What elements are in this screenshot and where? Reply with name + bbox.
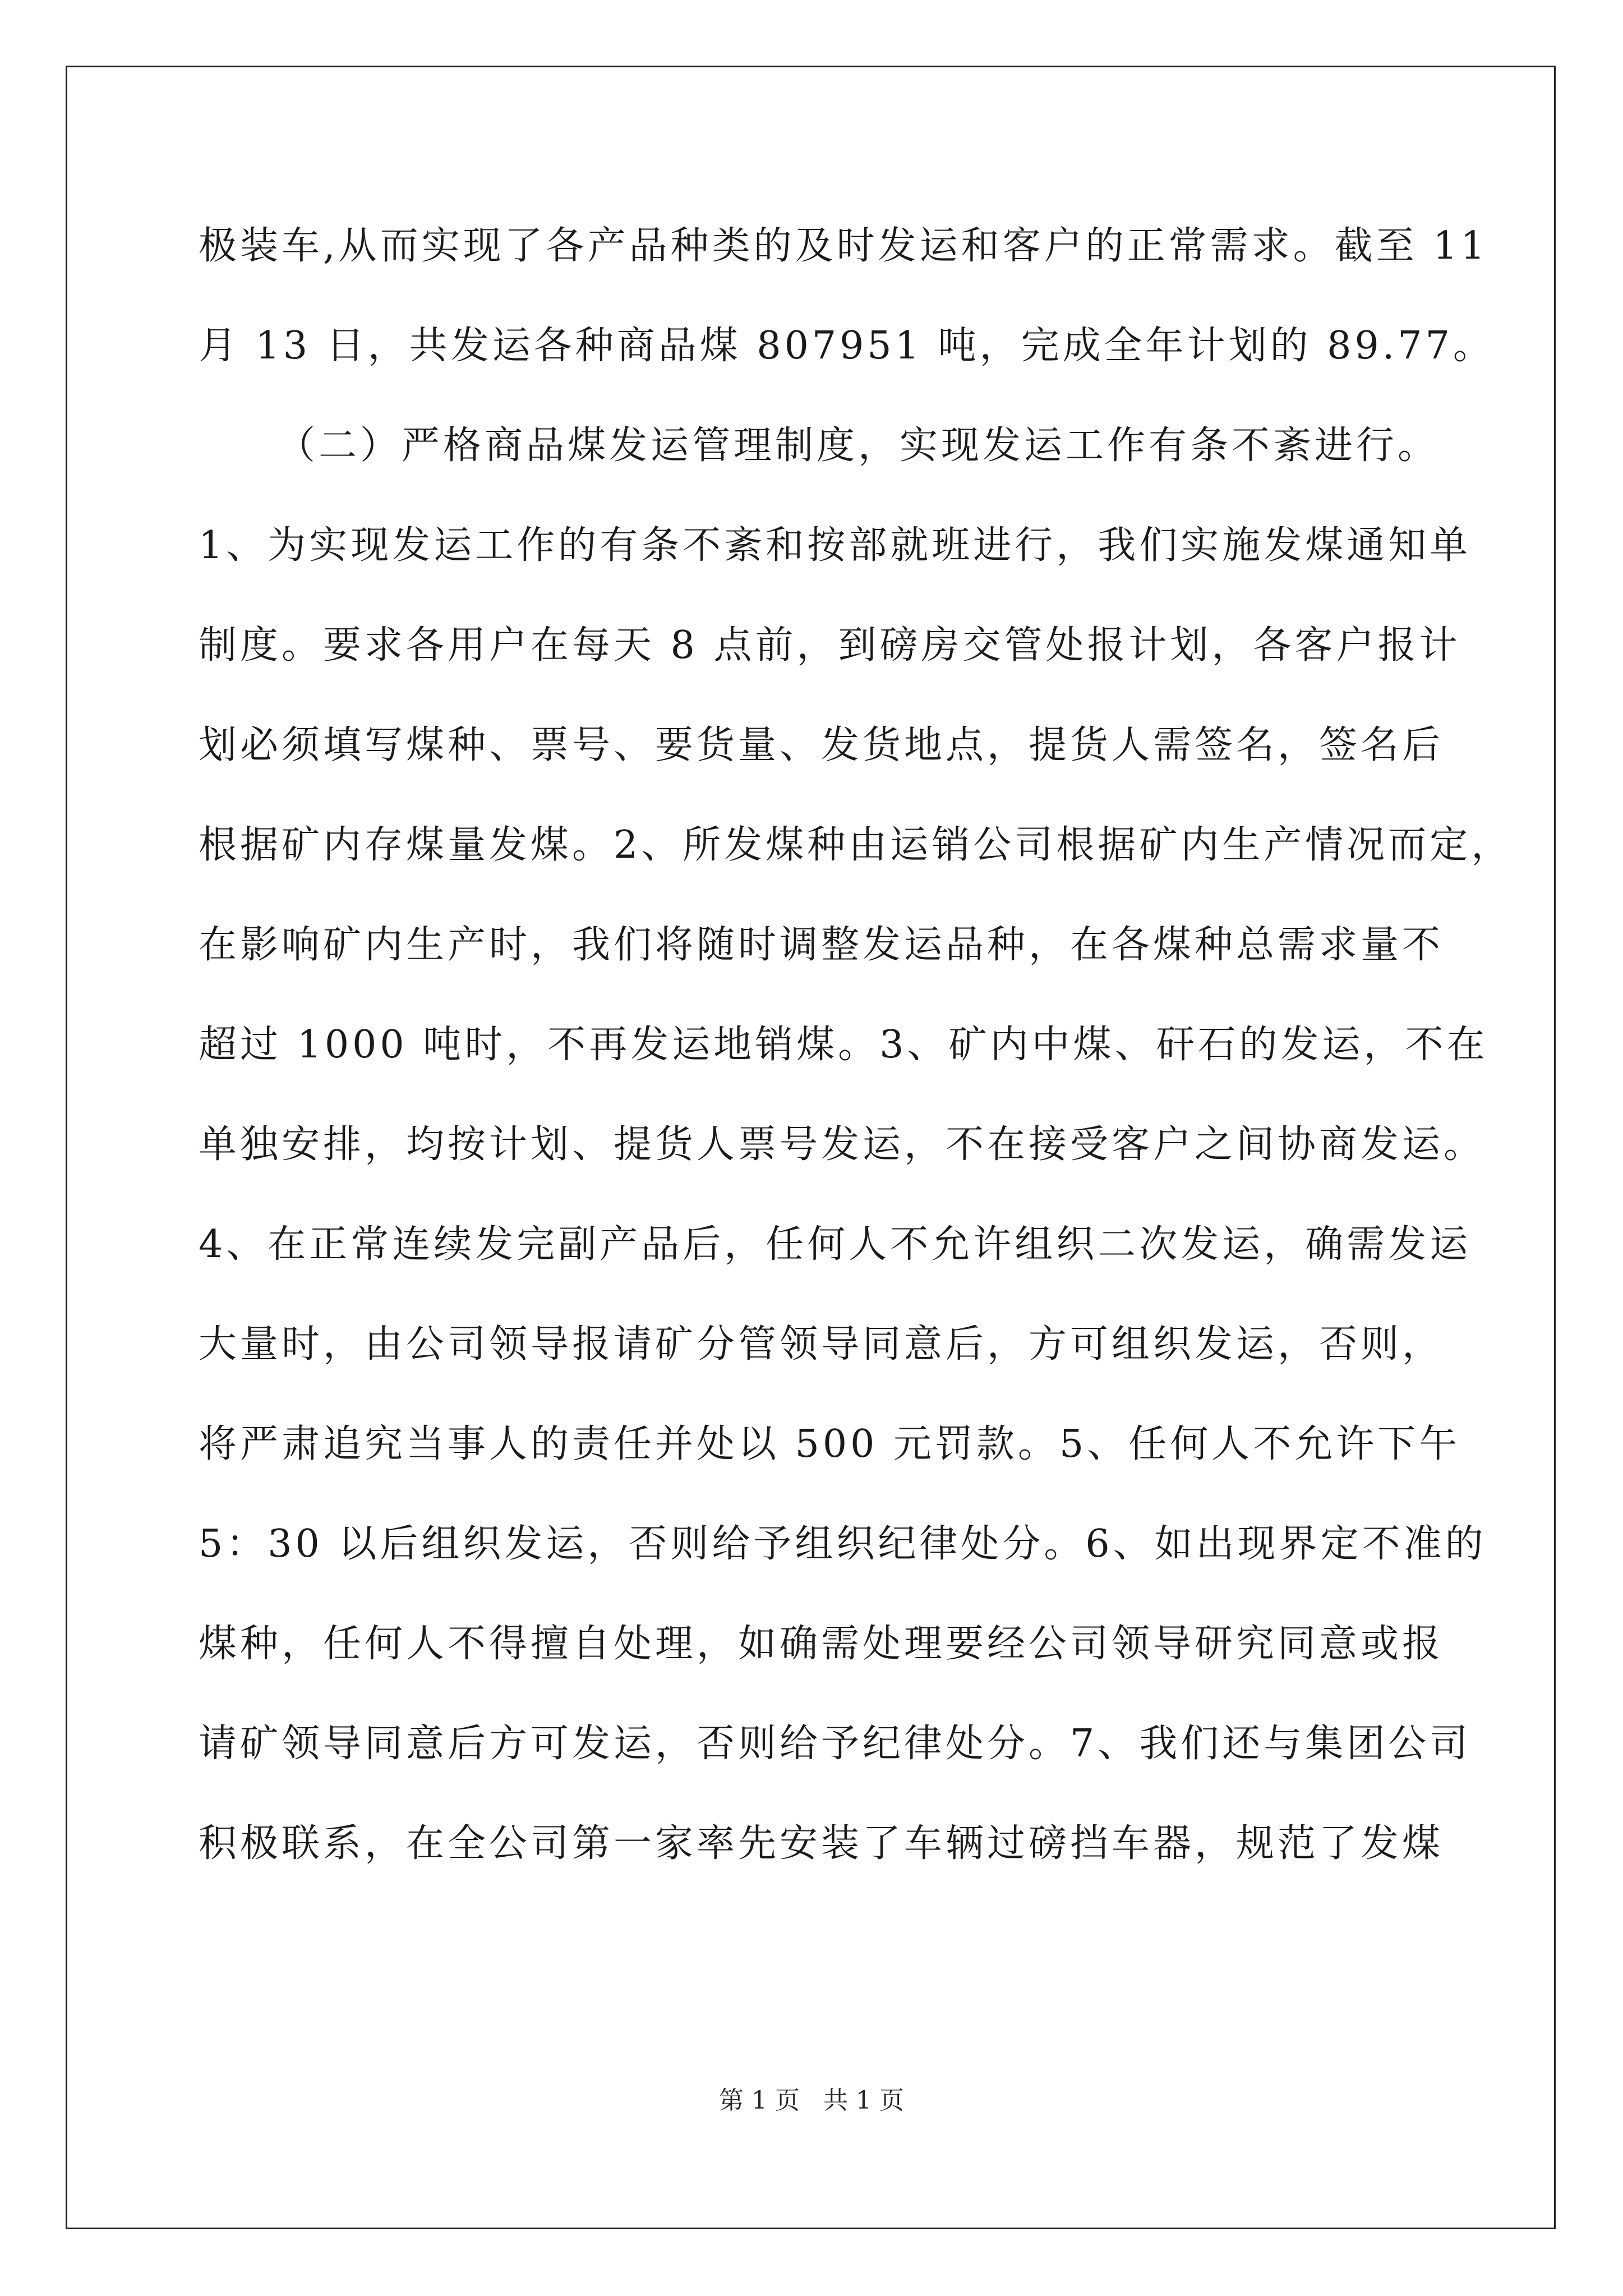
text-line: 月 13 日，共发运各种商品煤 807951 吨，完成全年计划的 89.77。 [199, 324, 1495, 368]
text-line: 极装车,从而实现了各产品种类的及时发运和客户的正常需求。截至 11 [199, 224, 1488, 268]
text-line: 请矿领导同意后方可发运，否则给予纪律处分。7、我们还与集团公司 [199, 1722, 1472, 1766]
text-line: 超过 1000 吨时，不再发运地销煤。3、矿内中煤、矸石的发运，不在 [199, 1023, 1488, 1067]
text-line: 5：30 以后组织发运，否则给予组织纪律处分。6、如出现界定不准的 [199, 1522, 1487, 1566]
document-body [199, 213, 1513, 1910]
text-line: 在影响矿内生产时，我们将随时调整发运品种，在各煤种总需求量不 [199, 923, 1444, 967]
text-line: 煤种，任何人不得擅自处理，如确需处理要经公司领导研究同意或报 [199, 1622, 1444, 1666]
text-line: 根据矿内存煤量发煤。2、所发煤种由运销公司根据矿内生产情况而定， [199, 823, 1513, 867]
text-line: 大量时，由公司领导报请矿分管领导同意后，方可组织发运，否则， [199, 1322, 1444, 1366]
text-line: 1、为实现发运工作的有条不紊和按部就班进行，我们实施发煤通知单 [199, 523, 1472, 568]
text-line: 制度。要求各用户在每天 8 点前，到磅房交管处报计划，各客户报计 [199, 623, 1461, 668]
section-heading: （二）严格商品煤发运管理制度，实现发运工作有条不紊进行。 [277, 424, 1440, 468]
page-footer: 第 1 页 共 1 页 [719, 2086, 904, 2115]
text-line: 4、在正常连续发完副产品后，任何人不允许组织二次发运，确需发运 [199, 1222, 1472, 1267]
text-line: 划必须填写煤种、票号、要货量、发货地点，提货人需签名，签名后 [199, 723, 1444, 767]
text-line: 积极联系，在全公司第一家率先安装了车辆过磅挡车器，规范了发煤 [199, 1821, 1444, 1866]
text-line: 单独安排，均按计划、提货人票号发运，不在接受客户之间协商发运。 [199, 1122, 1486, 1167]
text-line: 将严肃追究当事人的责任并处以 500 元罚款。5、任何人不允许下午 [199, 1422, 1461, 1466]
